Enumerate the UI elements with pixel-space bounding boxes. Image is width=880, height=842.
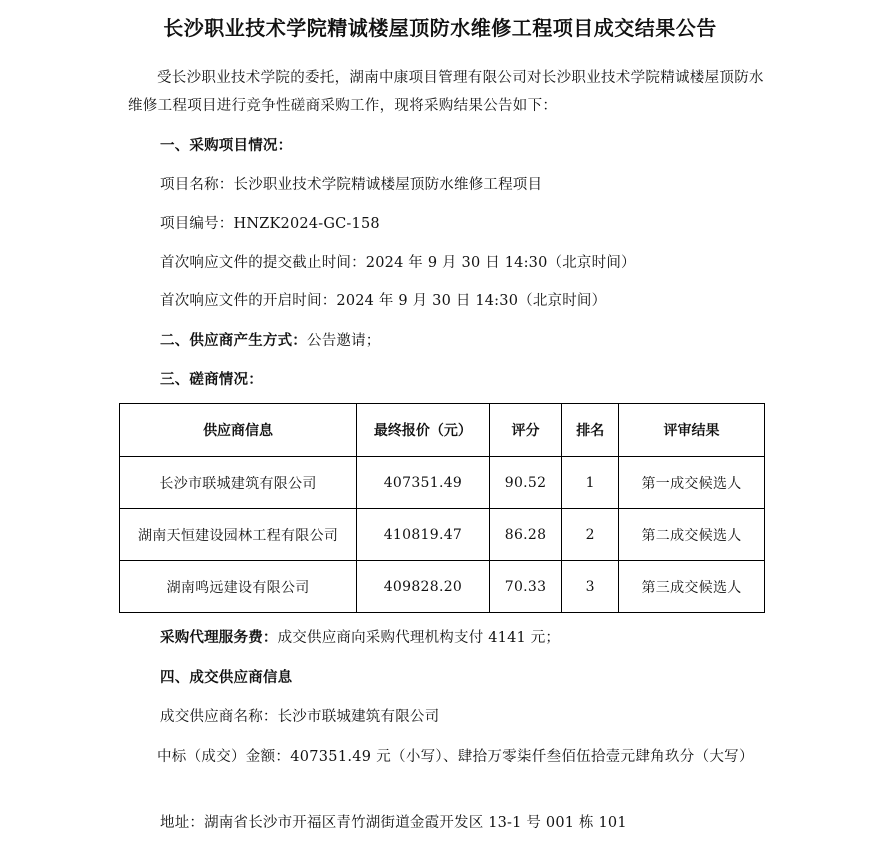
cell-price: 409828.20 xyxy=(357,561,490,613)
cell-price: 410819.47 xyxy=(357,509,490,561)
section2-value: 公告邀请； xyxy=(307,333,381,349)
section1-heading: 一、采购项目情况： xyxy=(160,138,293,154)
results-table-wrapper xyxy=(119,403,765,613)
cell-score: 90.52 xyxy=(489,457,562,509)
cell-supplier: 长沙市联城建筑有限公司 xyxy=(120,457,357,509)
project-number: 项目编号：HNZK2024-GC-158 xyxy=(160,216,380,232)
cell-supplier: 湖南鸣远建设有限公司 xyxy=(120,561,357,613)
results-table xyxy=(119,403,765,613)
cell-rank: 3 xyxy=(562,561,619,613)
agency-fee xyxy=(160,627,560,649)
agency-fee-value: 成交供应商向采购代理机构支付 4141 元； xyxy=(277,630,561,646)
section4-heading: 四、成交供应商信息 xyxy=(160,670,293,686)
section2-heading: 二、供应商产生方式： xyxy=(160,333,307,349)
table-row xyxy=(120,561,765,613)
project-name: 项目名称：长沙职业技术学院精诚楼屋顶防水维修工程项目 xyxy=(160,177,543,193)
header-score: 评分 xyxy=(489,404,562,457)
intro-paragraph: 受长沙职业技术学院的委托，湖南中康项目管理有限公司对长沙职业技术学院精诚楼屋顶防水维修工程项目进行竞争性磋商采购工作，现将采购结果公告如下： xyxy=(128,70,764,114)
supplier-method xyxy=(160,330,381,352)
cell-rank: 1 xyxy=(562,457,619,509)
winning-supplier-name: 成交供应商名称：长沙市联城建筑有限公司 xyxy=(160,709,440,725)
opening-time: 首次响应文件的开启时间：2024 年 9 月 30 日 14:30（北京时间） xyxy=(160,293,607,309)
winning-amount: 中标（成交）金额：407351.49 元（小写）、肆拾万零柒仟叁佰伍拾壹元肆角玖分（大写） xyxy=(157,749,754,765)
header-price: 最终报价（元） xyxy=(357,404,490,457)
cell-supplier: 湖南天恒建设园林工程有限公司 xyxy=(120,509,357,561)
cell-score: 86.28 xyxy=(489,509,562,561)
cell-result: 第三成交候选人 xyxy=(619,561,765,613)
section3-heading: 三、磋商情况： xyxy=(160,372,263,388)
header-result: 评审结果 xyxy=(619,404,765,457)
supplier-address: 地址：湖南省长沙市开福区青竹湖街道金霞开发区 13-1 号 001 栋 101 xyxy=(160,815,627,831)
table-row xyxy=(120,509,765,561)
cell-price: 407351.49 xyxy=(357,457,490,509)
cell-result: 第一成交候选人 xyxy=(619,457,765,509)
header-supplier: 供应商信息 xyxy=(120,404,357,457)
table-row xyxy=(120,457,765,509)
page-title: 长沙职业技术学院精诚楼屋顶防水维修工程项目成交结果公告 xyxy=(163,16,717,40)
table-header-row xyxy=(120,404,765,457)
cell-score: 70.33 xyxy=(489,561,562,613)
submission-deadline: 首次响应文件的提交截止时间：2024 年 9 月 30 日 14:30（北京时间） xyxy=(160,255,636,271)
agency-fee-label: 采购代理服务费： xyxy=(160,630,278,646)
cell-result: 第二成交候选人 xyxy=(619,509,765,561)
cell-rank: 2 xyxy=(562,509,619,561)
header-rank: 排名 xyxy=(562,404,619,457)
